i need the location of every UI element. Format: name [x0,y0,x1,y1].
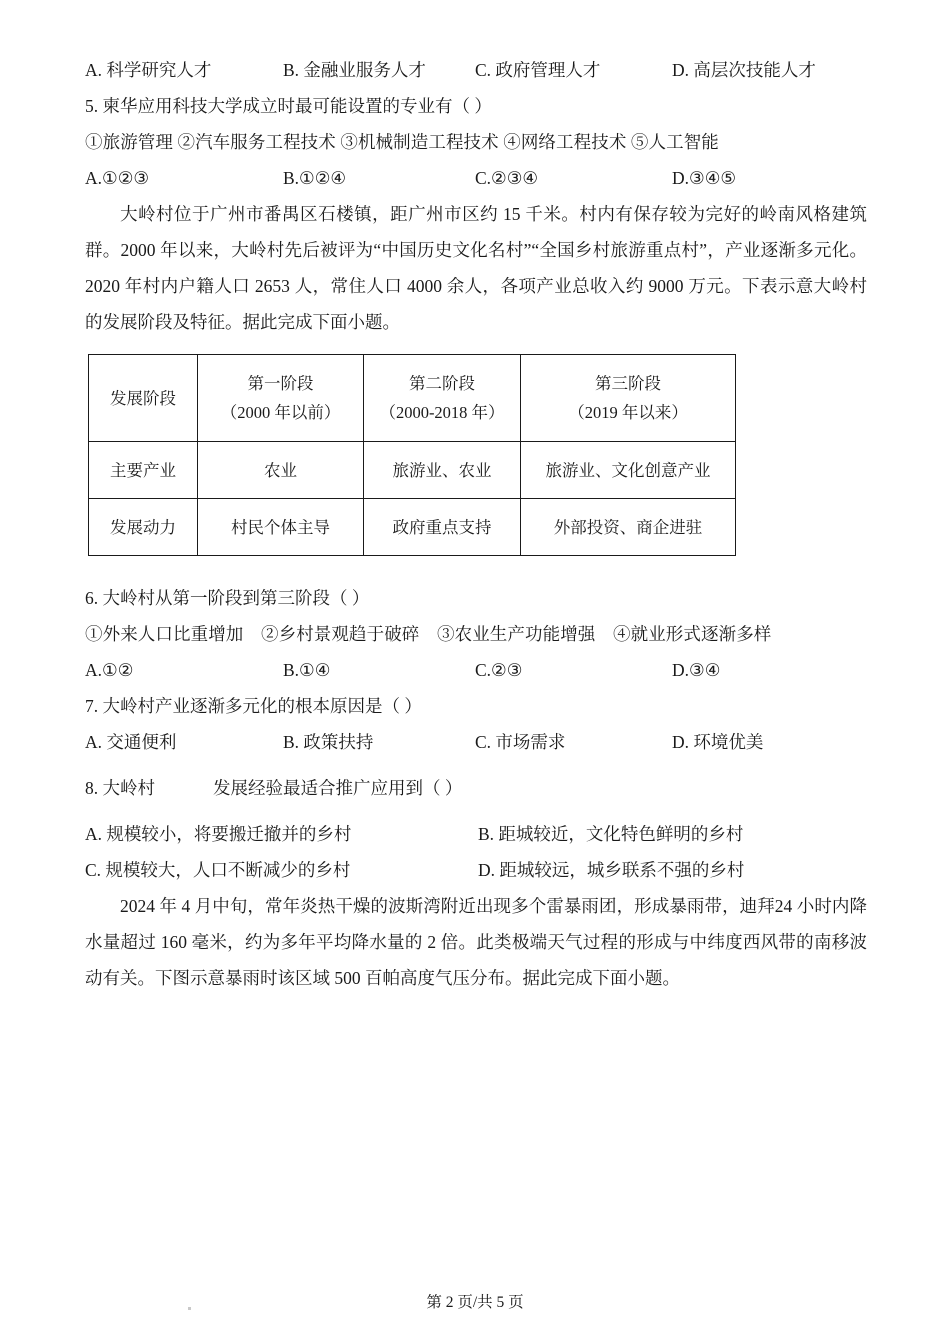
q6-options-row [85,652,867,688]
q5-options-row [85,160,867,196]
q8-options-row-2 [85,852,867,888]
table-row-header: 主要产业 [89,442,198,499]
q5-stem: 5. 柬华应用科技大学成立时最可能设置的专业有（ ） [85,96,492,116]
q7-stem: 7. 大岭村产业逐渐多元化的根本原因是（ ） [85,696,422,716]
q8-stem-part2: 发展经验最适合推广应用到（ ） [213,778,463,798]
table-cell: 旅游业、文化创意产业 [521,442,736,499]
table-cell: 旅游业、农业 [364,442,521,499]
q6-option-c[interactable]: C.②③ [475,660,523,680]
table-cell: 外部投资、商企进驻 [521,499,736,556]
table-cell-line1: 第二阶段 [409,374,475,393]
table-cell-line1: 第三阶段 [595,374,661,393]
q6-option-b[interactable]: B.①④ [283,660,331,680]
table-row [89,355,736,442]
q7-options-row [85,724,867,760]
page-content [85,52,867,996]
q6-stem: 6. 大岭村从第一阶段到第三阶段（ ） [85,588,370,608]
q8-option-d[interactable]: D. 距城较远，城乡联系不强的乡村 [478,860,745,880]
q6-items: ①外来人口比重增加 ②乡村景观趋于破碎 ③农业生产功能增强 ④就业形式逐渐多样 [85,624,772,644]
passage-persian-gulf-storm: 2024 年 4 月中旬，常年炎热干燥的波斯湾附近出现多个雷暴雨团，形成暴雨带，迪拜24 小时内降水量超过 160 毫米，约为多年平均降水量的 2 倍。此类极端天气过程的形成与中纬度西风带的南移波动有关。下图示意暴雨时该区域 500 百帕高度气压分布。据此完成下面小题。 [85,896,867,988]
table-row-header: 发展阶段 [89,355,198,442]
q5-option-a[interactable]: A.①②③ [85,168,150,188]
q8-options-row-1 [85,816,867,852]
development-stage-table [88,354,736,556]
table-cell [198,355,364,442]
q6-option-d[interactable]: D.③④ [672,660,721,680]
page-footer: 第 2 页/共 5 页 [426,1294,524,1311]
q4-option-c[interactable]: C. 政府管理人才 [475,60,601,80]
table-cell: 村民个体主导 [198,499,364,556]
table-cell-line2: （2000 年以前） [220,403,341,422]
q4-option-d[interactable]: D. 高层次技能人才 [672,60,816,80]
q7-option-b[interactable]: B. 政策扶持 [283,732,374,752]
q8-option-a[interactable]: A. 规模较小，将要搬迁撤并的乡村 [85,824,352,844]
table-cell: 政府重点支持 [364,499,521,556]
passage-daling-village: 大岭村位于广州市番禺区石楼镇，距广州市区约 15 千米。村内有保存较为完好的岭南风格建筑群。2000 年以来，大岭村先后被评为“中国历史文化名村”“全国乡村旅游重点村”，产业逐渐多元化。2020 年村内户籍人口 2653 人，常住人口 4000 余人，各项产业总收入约 9000 万元。下表示意大岭村的发展阶段及特征。据此完成下面小题。 [85,204,867,332]
q5-items: ①旅游管理 ②汽车服务工程技术 ③机械制造工程技术 ④网络工程技术 ⑤人工智能 [85,132,719,152]
table-cell-line2: （2019 年以来） [568,403,688,422]
q4-option-b[interactable]: B. 金融业服务人才 [283,60,426,80]
q6-option-a[interactable]: A.①② [85,660,134,680]
q4-options-row [85,52,867,88]
table-row-header: 发展动力 [89,499,198,556]
table-cell [364,355,521,442]
development-stage-table-wrap [85,354,867,556]
table-row [89,442,736,499]
q7-option-c[interactable]: C. 市场需求 [475,732,566,752]
table-cell: 农业 [198,442,364,499]
q8-option-c[interactable]: C. 规模较大，人口不断减少的乡村 [85,860,351,880]
table-row [89,499,736,556]
q7-option-d[interactable]: D. 环境优美 [672,732,764,752]
q5-option-b[interactable]: B.①②④ [283,168,347,188]
q8-stem [85,770,867,806]
table-cell-line2: （2000-2018 年） [379,403,505,422]
q5-option-c[interactable]: C.②③④ [475,168,539,188]
q5-option-d[interactable]: D.③④⑤ [672,168,737,188]
spacer [85,806,867,816]
q7-option-a[interactable]: A. 交通便利 [85,732,177,752]
spacer [85,562,867,580]
q4-option-a[interactable]: A. 科学研究人才 [85,60,212,80]
table-cell [521,355,736,442]
spacer [85,760,867,770]
table-cell-line1: 第一阶段 [247,374,314,393]
q8-stem-part1: 8. 大岭村 [85,778,155,798]
q8-option-b[interactable]: B. 距城较近，文化特色鲜明的乡村 [478,824,744,844]
